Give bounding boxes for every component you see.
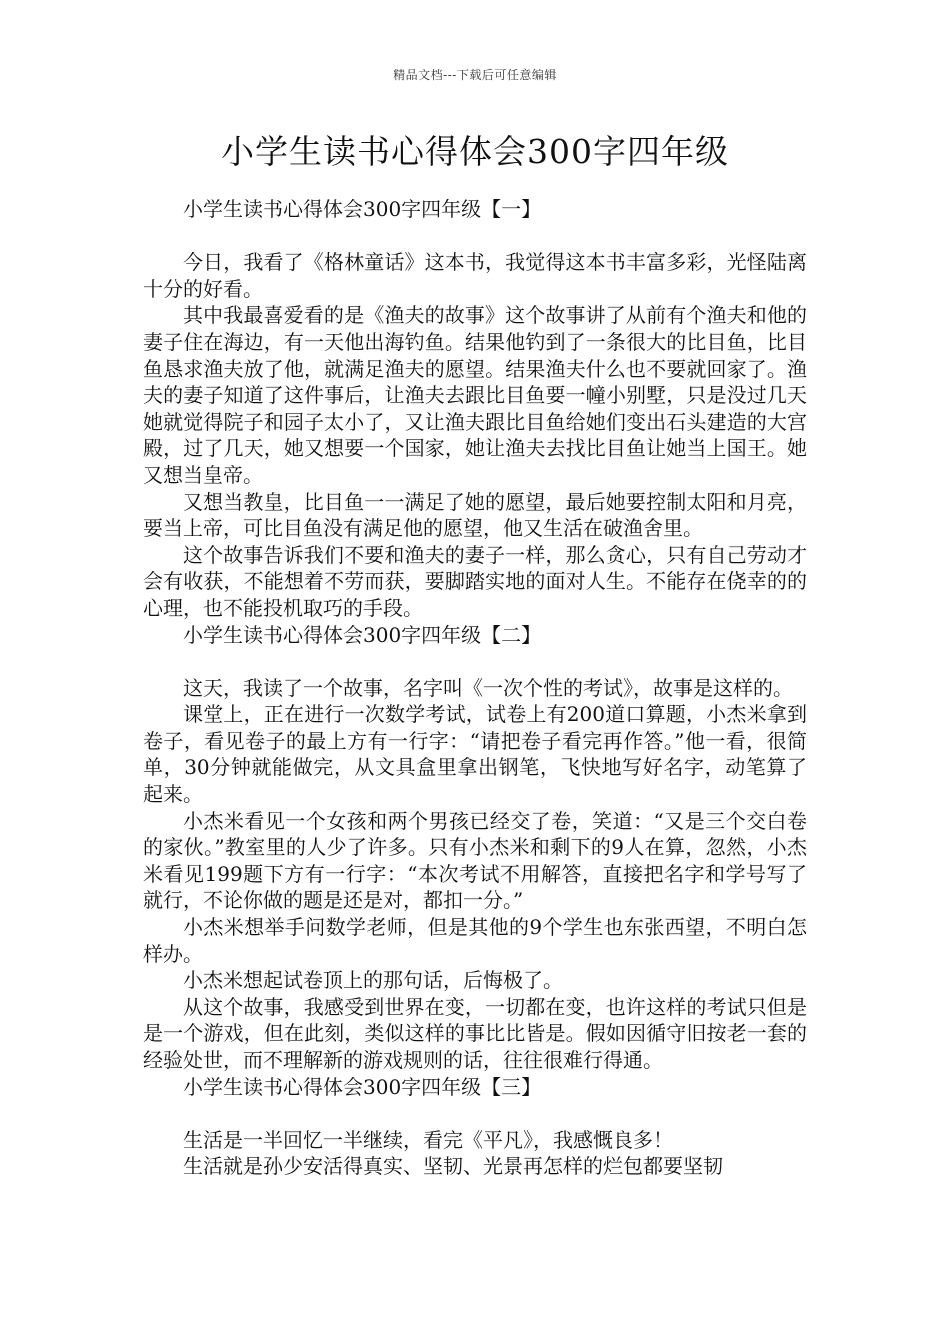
section-heading-1: 小学生读书心得体会300字四年级【一】: [183, 197, 542, 221]
paragraph: 生活是一半回忆一半继续，看完《平凡》，我感慨良多！: [183, 1127, 673, 1152]
paragraph: 课堂上，正在进行一次数学考试，试卷上有200道口算题，小杰米拿到卷子，看见卷子的最上方有一行字：“请把卷子看完再作答。”他一看，很简单，30分钟就能做完，从文具盒里拿出钢笔，飞快地写好名字，动笔算了起来。: [143, 702, 807, 807]
paragraph: 这个故事告诉我们不要和渔夫的妻子一样，那么贪心，只有自己劳动才会有收获，不能想着不劳而获，要脚踏实地的面对人生。不能存在侥幸的的心理，也不能投机取巧的手段。: [143, 542, 807, 620]
section-heading-3: 小学生读书心得体会300字四年级【三】: [183, 1074, 542, 1099]
paragraph: 又想当教皇，比目鱼一一满足了她的愿望，最后她要控制太阳和月亮，要当上帝，可比目鱼没有满足他的愿望，他又生活在破渔舍里。: [143, 489, 807, 541]
paragraph: 生活就是孙少安活得真实、坚韧、光景再怎样的烂包都要坚韧: [183, 1154, 723, 1179]
paragraph: 从这个故事，我感受到世界在变，一切都在变，也许这样的考试只但是是一个游戏，但在此刻，类似这样的事比比皆是。假如因循守旧按老一套的经验处世，而不理解新的游戏规则的话，往往很难行得通。: [143, 994, 807, 1072]
paragraph: 小杰米看见一个女孩和两个男孩已经交了卷，笑道：“又是三个交白卷的家伙。”教室里的人少了许多。只有小杰米和剩下的9人在算，忽然，小杰米看见199题下方有一行字：“本次考试不用解答，直接把名字和学号写了就行，不论你做的题是还是对，都扣一分。”: [143, 808, 807, 913]
paragraph: 小杰米想举手问数学老师，但是其他的9个学生也东张西望，不明白怎样办。: [143, 915, 807, 966]
paragraph: 这天，我读了一个故事，名字叫《一次个性的考试》，故事是这样的。: [183, 675, 793, 700]
paragraph: 小杰米想起试卷顶上的那句话，后悔极了。: [183, 968, 563, 993]
document-title: 小学生读书心得体会300字四年级: [221, 132, 729, 171]
section-heading-2: 小学生读书心得体会300字四年级【二】: [183, 622, 542, 647]
document-header-note: 精品文档---下载后可任意编辑: [393, 68, 557, 82]
paragraph: 今日，我看了《格林童话》这本书，我觉得这本书丰富多彩，光怪陆离十分的好看。: [143, 250, 807, 301]
document-body: [143, 196, 807, 1180]
paragraph: 其中我最喜爱看的是《渔夫的故事》这个故事讲了从前有个渔夫和他的妻子住在海边，有一天他出海钓鱼。结果他钓到了一条很大的比目鱼，比目鱼恳求渔夫放了他，就满足渔夫的愿望。结果渔夫什么也不要就回家了。渔夫的妻子知道了这件事后，让渔夫去跟比目鱼要一幢小别墅，只是没过几天她就觉得院子和园子太小了，又让渔夫跟比目鱼给她们变出石头建造的大宫殿，过了几天，她又想要一个国家，她让渔夫去找比目鱼让她当上国王。她又想当皇帝。: [143, 303, 807, 487]
